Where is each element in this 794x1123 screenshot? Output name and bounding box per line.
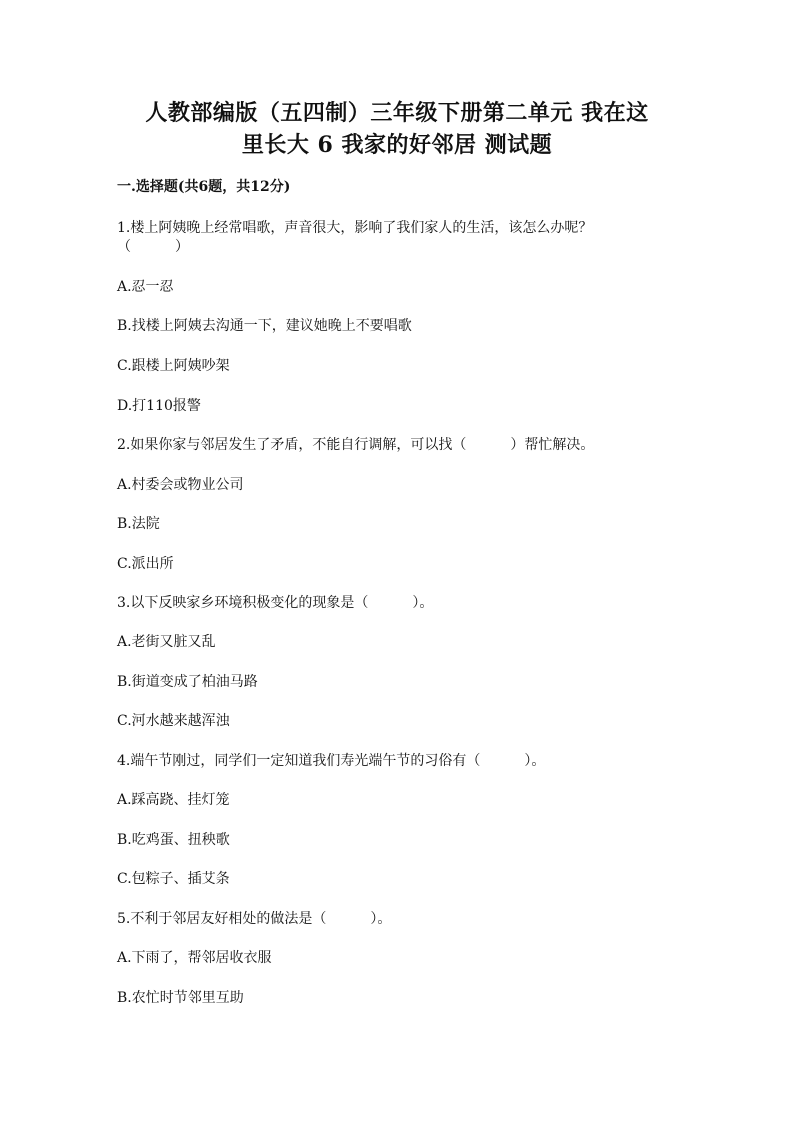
question-2-option-a: A.村委会或物业公司 bbox=[117, 477, 244, 493]
stem-after: ）。 bbox=[412, 595, 434, 611]
question-2-option-b: B.法院 bbox=[117, 516, 160, 532]
stem-after: ）。 bbox=[370, 911, 392, 927]
question-1-option-d: D.打110报警 bbox=[117, 398, 201, 414]
question-2-option-c: C.派出所 bbox=[117, 556, 174, 572]
document-title-line2: 里长大 6 我家的好邻居 测试题 bbox=[241, 132, 553, 158]
question-4-option-b: B.吃鸡蛋、扭秧歌 bbox=[117, 832, 230, 848]
question-1-stem-blank bbox=[117, 237, 189, 257]
question-5-option-a: A.下雨了，帮邻居收衣服 bbox=[117, 950, 272, 966]
question-1-option-a: A.忍一忍 bbox=[117, 279, 174, 295]
question-4-option-c: C.包粽子、插艾条 bbox=[117, 871, 230, 887]
question-1-option-b: B.找楼上阿姨去沟通一下，建议她晚上不要唱歌 bbox=[117, 318, 412, 334]
question-4-stem bbox=[117, 751, 545, 771]
question-3-option-c: C.河水越来越浑浊 bbox=[117, 713, 230, 729]
question-1-stem: 1.楼上阿姨晚上经常唱歌，声音很大，影响了我们家人的生活，该怎么办呢？ bbox=[117, 220, 593, 236]
stem-after: ）。 bbox=[524, 753, 546, 769]
stem-after: ）帮忙解决。 bbox=[510, 437, 595, 453]
question-3-option-b: B.街道变成了柏油马路 bbox=[117, 674, 258, 690]
stem-before: 5.不利于邻居友好相处的做法是（ bbox=[117, 911, 327, 927]
close-paren: ） bbox=[175, 239, 189, 255]
question-5-option-b: B.农忙时节邻里互助 bbox=[117, 990, 244, 1006]
stem-before: 3.以下反映家乡环境积极变化的现象是（ bbox=[117, 595, 369, 611]
question-5-stem bbox=[117, 909, 391, 929]
stem-before: 4.端午节刚过，同学们一定知道我们寿光端午节的习俗有（ bbox=[117, 753, 481, 769]
open-paren: （ bbox=[117, 239, 131, 255]
question-1-option-c: C.跟楼上阿姨吵架 bbox=[117, 358, 230, 374]
question-3-stem bbox=[117, 593, 433, 613]
document-title-line1: 人教部编版（五四制）三年级下册第二单元 我在这 bbox=[145, 100, 649, 126]
question-4-option-a: A.踩高跷、挂灯笼 bbox=[117, 792, 230, 808]
stem-before: 2.如果你家与邻居发生了矛盾，不能自行调解，可以找（ bbox=[117, 437, 467, 453]
question-3-option-a: A.老街又脏又乱 bbox=[117, 634, 216, 650]
question-2-stem bbox=[117, 435, 594, 455]
section-heading: 一.选择题(共6题，共12分) bbox=[117, 179, 291, 195]
